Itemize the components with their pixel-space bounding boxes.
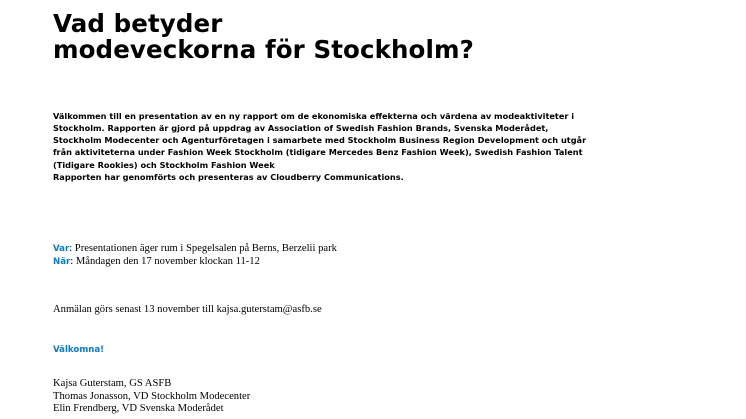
when-text: : Måndagen den 17 november klockan 11-12 bbox=[70, 255, 260, 267]
signup-note: Anmälan görs senast 13 november till kajsa.guterstam@asfb.se bbox=[53, 304, 322, 315]
signatory: Kajsa Guterstam, GS ASFB bbox=[53, 378, 172, 389]
intro-paragraph: Välkommen till en presentation av en ny rapport om de ekonomiska effekterna och värdena av modeaktiviteter i Stockholm. Rapporten är gjord på uppdrag av Association of Swedish Fashion Brands, Svenska Moderådet, Stockholm Modecenter och Agenturföretagen i samarbete med Stockholm Business Region Development och utgår från aktiviteterna under Fashion Week Stockholm (tidigare Mercedes Benz Fashion Week), Swedish Fashion Talent (Tidigare Rookies) och Stockholm Fashion Week bbox=[53, 111, 587, 170]
signatory: Elin Frendberg, VD Svenska Moderådet bbox=[53, 403, 224, 414]
where-text: : Presentationen äger rum i Spegelsalen på Berns, Berzelii park bbox=[69, 243, 337, 254]
where-line bbox=[53, 243, 653, 256]
where-label: Var bbox=[53, 244, 70, 254]
when-line bbox=[53, 256, 653, 269]
title-line-2: modeveckorna för Stockholm? bbox=[53, 35, 474, 64]
welcome-text: Välkomna! bbox=[53, 345, 105, 355]
invitation-document bbox=[53, 9, 693, 414]
event-details bbox=[53, 243, 653, 268]
signatory: Thomas Jonasson, VD Stockholm Modecenter bbox=[53, 390, 251, 402]
page-title bbox=[53, 11, 693, 63]
title-line-1: Vad betyder bbox=[53, 9, 223, 38]
signatory-list bbox=[53, 378, 653, 416]
intro-section bbox=[53, 110, 593, 183]
when-label: När bbox=[53, 256, 71, 267]
intro-credit: Rapporten har genomförts och presenteras av Cloudberry Communications. bbox=[53, 171, 404, 182]
